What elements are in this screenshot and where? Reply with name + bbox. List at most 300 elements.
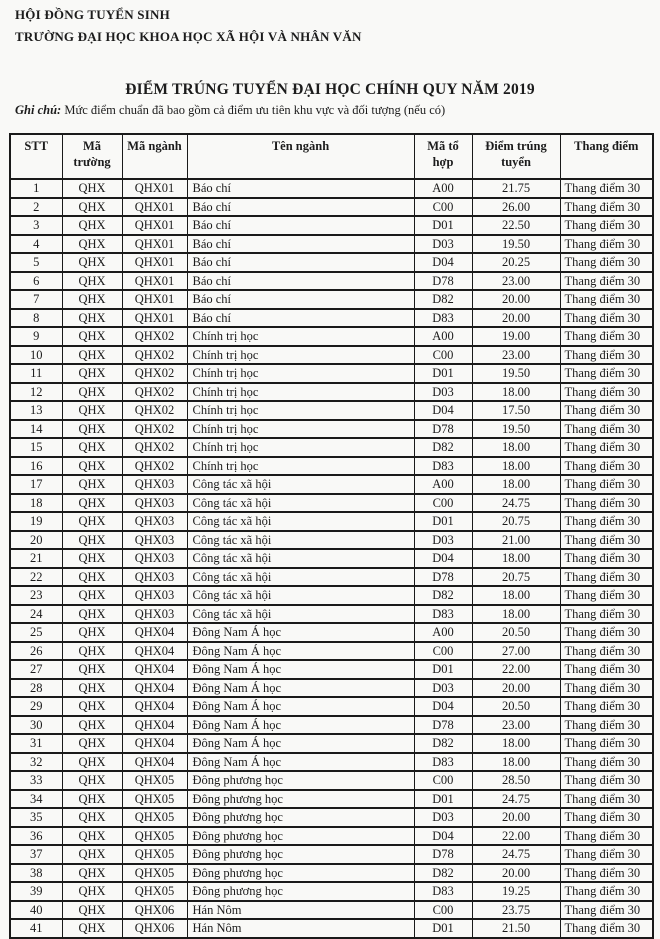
cell-ma-to-hop: D04 <box>414 697 472 716</box>
table-row <box>10 901 653 920</box>
col-header-ma-nganh: Mã ngành <box>122 134 187 179</box>
cell-diem-trung-tuyen: 18.00 <box>472 457 560 476</box>
cell-diem-trung-tuyen: 18.00 <box>472 438 560 457</box>
cell-ten-nganh: Đông phương học <box>187 808 414 827</box>
cell-ten-nganh: Đông phương học <box>187 771 414 790</box>
cell-diem-trung-tuyen: 23.00 <box>472 346 560 365</box>
table-body <box>10 179 653 938</box>
cell-thang-diem: Thang điểm 30 <box>560 309 653 328</box>
table-header-row <box>10 134 653 179</box>
cell-ma-to-hop: D83 <box>414 753 472 772</box>
cell-thang-diem: Thang điểm 30 <box>560 549 653 568</box>
table-row <box>10 771 653 790</box>
cell-thang-diem: Thang điểm 30 <box>560 734 653 753</box>
cell-ma-to-hop: D78 <box>414 716 472 735</box>
table-row <box>10 383 653 402</box>
cell-ma-truong: QHX <box>62 346 122 365</box>
note-line <box>15 102 660 118</box>
cell-ma-nganh: QHX02 <box>122 401 187 420</box>
cell-diem-trung-tuyen: 19.50 <box>472 420 560 439</box>
cell-ma-truong: QHX <box>62 253 122 272</box>
cell-ma-nganh: QHX01 <box>122 216 187 235</box>
cell-ma-truong: QHX <box>62 605 122 624</box>
cell-thang-diem: Thang điểm 30 <box>560 771 653 790</box>
cell-diem-trung-tuyen: 18.00 <box>472 475 560 494</box>
table-row <box>10 845 653 864</box>
cell-thang-diem: Thang điểm 30 <box>560 568 653 587</box>
cell-stt: 37 <box>10 845 62 864</box>
cell-ma-nganh: QHX02 <box>122 420 187 439</box>
cell-ten-nganh: Đông phương học <box>187 882 414 901</box>
cell-ma-to-hop: D01 <box>414 512 472 531</box>
cell-ma-to-hop: D03 <box>414 679 472 698</box>
cell-ten-nganh: Báo chí <box>187 290 414 309</box>
cell-ma-nganh: QHX02 <box>122 346 187 365</box>
cell-diem-trung-tuyen: 19.25 <box>472 882 560 901</box>
cell-ma-to-hop: A00 <box>414 475 472 494</box>
cell-thang-diem: Thang điểm 30 <box>560 827 653 846</box>
cell-ma-truong: QHX <box>62 494 122 513</box>
cell-stt: 8 <box>10 309 62 328</box>
cell-ma-nganh: QHX02 <box>122 364 187 383</box>
cell-ma-truong: QHX <box>62 549 122 568</box>
cell-ma-nganh: QHX03 <box>122 512 187 531</box>
cell-diem-trung-tuyen: 18.00 <box>472 734 560 753</box>
cell-thang-diem: Thang điểm 30 <box>560 753 653 772</box>
cell-ma-to-hop: D01 <box>414 660 472 679</box>
cell-thang-diem: Thang điểm 30 <box>560 790 653 809</box>
cell-ma-to-hop: D78 <box>414 568 472 587</box>
cell-ten-nganh: Đông Nam Á học <box>187 734 414 753</box>
table-row <box>10 549 653 568</box>
cell-ten-nganh: Đông phương học <box>187 827 414 846</box>
cell-ma-truong: QHX <box>62 642 122 661</box>
cell-thang-diem: Thang điểm 30 <box>560 494 653 513</box>
cell-ten-nganh: Đông Nam Á học <box>187 642 414 661</box>
cell-ten-nganh: Công tác xã hội <box>187 568 414 587</box>
cell-ma-nganh: QHX02 <box>122 457 187 476</box>
cell-thang-diem: Thang điểm 30 <box>560 290 653 309</box>
cell-stt: 2 <box>10 198 62 217</box>
cell-stt: 3 <box>10 216 62 235</box>
cell-ma-truong: QHX <box>62 679 122 698</box>
cell-ma-nganh: QHX05 <box>122 771 187 790</box>
cell-ma-nganh: QHX05 <box>122 845 187 864</box>
cell-diem-trung-tuyen: 28.50 <box>472 771 560 790</box>
cell-ma-truong: QHX <box>62 623 122 642</box>
cell-ten-nganh: Chính trị học <box>187 346 414 365</box>
cell-ma-truong: QHX <box>62 845 122 864</box>
cell-ma-nganh: QHX04 <box>122 660 187 679</box>
page-title: ĐIỂM TRÚNG TUYỂN ĐẠI HỌC CHÍNH QUY NĂM 2019 <box>125 81 535 98</box>
cell-ma-to-hop: D82 <box>414 734 472 753</box>
cell-thang-diem: Thang điểm 30 <box>560 253 653 272</box>
cell-ma-truong: QHX <box>62 697 122 716</box>
cell-ten-nganh: Chính trị học <box>187 438 414 457</box>
cell-ten-nganh: Chính trị học <box>187 364 414 383</box>
cell-stt: 13 <box>10 401 62 420</box>
cell-diem-trung-tuyen: 20.00 <box>472 864 560 883</box>
cell-ma-truong: QHX <box>62 882 122 901</box>
cell-ma-nganh: QHX05 <box>122 882 187 901</box>
cell-ma-nganh: QHX04 <box>122 623 187 642</box>
cell-ten-nganh: Chính trị học <box>187 327 414 346</box>
cell-stt: 11 <box>10 364 62 383</box>
cell-ma-nganh: QHX03 <box>122 586 187 605</box>
cell-ma-truong: QHX <box>62 383 122 402</box>
table-row <box>10 882 653 901</box>
cell-diem-trung-tuyen: 20.00 <box>472 309 560 328</box>
cell-ma-nganh: QHX02 <box>122 327 187 346</box>
cell-ma-to-hop: D78 <box>414 272 472 291</box>
cell-ma-truong: QHX <box>62 568 122 587</box>
table-row <box>10 216 653 235</box>
table-row <box>10 512 653 531</box>
table-row <box>10 494 653 513</box>
cell-thang-diem: Thang điểm 30 <box>560 901 653 920</box>
cell-diem-trung-tuyen: 23.00 <box>472 716 560 735</box>
cell-ma-truong: QHX <box>62 364 122 383</box>
cell-thang-diem: Thang điểm 30 <box>560 919 653 938</box>
cell-stt: 30 <box>10 716 62 735</box>
cell-ten-nganh: Hán Nôm <box>187 901 414 920</box>
table-row <box>10 919 653 938</box>
cell-ma-nganh: QHX06 <box>122 901 187 920</box>
cell-diem-trung-tuyen: 23.00 <box>472 272 560 291</box>
cell-diem-trung-tuyen: 20.00 <box>472 808 560 827</box>
cell-ma-truong: QHX <box>62 531 122 550</box>
cell-diem-trung-tuyen: 20.00 <box>472 679 560 698</box>
cell-thang-diem: Thang điểm 30 <box>560 216 653 235</box>
cell-ten-nganh: Chính trị học <box>187 420 414 439</box>
cell-ma-to-hop: D04 <box>414 549 472 568</box>
cell-ma-to-hop: D83 <box>414 882 472 901</box>
cell-ma-to-hop: A00 <box>414 179 472 198</box>
table-row <box>10 457 653 476</box>
cell-stt: 21 <box>10 549 62 568</box>
table-row <box>10 642 653 661</box>
cell-ma-truong: QHX <box>62 438 122 457</box>
cell-thang-diem: Thang điểm 30 <box>560 697 653 716</box>
cell-ma-nganh: QHX04 <box>122 642 187 661</box>
cell-ten-nganh: Đông phương học <box>187 790 414 809</box>
cell-ma-to-hop: D04 <box>414 401 472 420</box>
cell-ma-nganh: QHX04 <box>122 679 187 698</box>
cell-diem-trung-tuyen: 18.00 <box>472 549 560 568</box>
cell-thang-diem: Thang điểm 30 <box>560 457 653 476</box>
cell-stt: 4 <box>10 235 62 254</box>
cell-stt: 34 <box>10 790 62 809</box>
cell-stt: 41 <box>10 919 62 938</box>
cell-diem-trung-tuyen: 21.75 <box>472 179 560 198</box>
cell-thang-diem: Thang điểm 30 <box>560 808 653 827</box>
cell-ma-to-hop: D03 <box>414 808 472 827</box>
cell-ten-nganh: Đông phương học <box>187 864 414 883</box>
cell-ten-nganh: Hán Nôm <box>187 919 414 938</box>
cell-diem-trung-tuyen: 22.50 <box>472 216 560 235</box>
cell-ma-truong: QHX <box>62 198 122 217</box>
cell-thang-diem: Thang điểm 30 <box>560 438 653 457</box>
cell-stt: 39 <box>10 882 62 901</box>
cell-ma-to-hop: D03 <box>414 383 472 402</box>
table-row <box>10 697 653 716</box>
cell-ten-nganh: Báo chí <box>187 235 414 254</box>
cell-ten-nganh: Đông Nam Á học <box>187 679 414 698</box>
cell-ma-nganh: QHX05 <box>122 808 187 827</box>
cell-diem-trung-tuyen: 20.50 <box>472 623 560 642</box>
cell-stt: 23 <box>10 586 62 605</box>
col-header-ma-to-hop: Mã tổ hợp <box>414 134 472 179</box>
cell-stt: 9 <box>10 327 62 346</box>
cell-stt: 32 <box>10 753 62 772</box>
cell-ma-nganh: QHX05 <box>122 864 187 883</box>
table-row <box>10 309 653 328</box>
cell-ma-nganh: QHX02 <box>122 383 187 402</box>
cell-stt: 12 <box>10 383 62 402</box>
cell-ma-to-hop: C00 <box>414 901 472 920</box>
table-row <box>10 605 653 624</box>
cell-ma-to-hop: D03 <box>414 235 472 254</box>
cell-ten-nganh: Công tác xã hội <box>187 512 414 531</box>
cell-ten-nganh: Đông Nam Á học <box>187 660 414 679</box>
note-text: Mức điểm chuẩn đã bao gồm cả điểm ưu tiên khu vực và đối tượng (nếu có) <box>64 103 446 117</box>
cell-thang-diem: Thang điểm 30 <box>560 882 653 901</box>
cell-ma-to-hop: A00 <box>414 623 472 642</box>
note-label: Ghi chú: <box>15 103 62 117</box>
cell-stt: 19 <box>10 512 62 531</box>
cell-stt: 14 <box>10 420 62 439</box>
cell-ten-nganh: Chính trị học <box>187 457 414 476</box>
cell-ten-nganh: Báo chí <box>187 216 414 235</box>
cell-thang-diem: Thang điểm 30 <box>560 272 653 291</box>
table-row <box>10 568 653 587</box>
cell-ma-to-hop: D04 <box>414 253 472 272</box>
cell-ma-truong: QHX <box>62 290 122 309</box>
table-row <box>10 253 653 272</box>
table-row <box>10 290 653 309</box>
cell-diem-trung-tuyen: 20.75 <box>472 512 560 531</box>
cell-stt: 25 <box>10 623 62 642</box>
table-row <box>10 235 653 254</box>
cell-ten-nganh: Công tác xã hội <box>187 494 414 513</box>
table-row <box>10 660 653 679</box>
cell-ma-truong: QHX <box>62 327 122 346</box>
cell-thang-diem: Thang điểm 30 <box>560 845 653 864</box>
cell-thang-diem: Thang điểm 30 <box>560 679 653 698</box>
cell-diem-trung-tuyen: 21.00 <box>472 531 560 550</box>
cell-ma-to-hop: D82 <box>414 438 472 457</box>
cell-stt: 10 <box>10 346 62 365</box>
cell-stt: 36 <box>10 827 62 846</box>
cell-ma-nganh: QHX01 <box>122 272 187 291</box>
col-header-ten-nganh: Tên ngành <box>187 134 414 179</box>
cell-thang-diem: Thang điểm 30 <box>560 198 653 217</box>
cell-ma-to-hop: D01 <box>414 790 472 809</box>
cell-ma-nganh: QHX04 <box>122 753 187 772</box>
cell-stt: 22 <box>10 568 62 587</box>
cell-diem-trung-tuyen: 23.75 <box>472 901 560 920</box>
cell-ten-nganh: Công tác xã hội <box>187 605 414 624</box>
cell-stt: 40 <box>10 901 62 920</box>
cell-ma-truong: QHX <box>62 864 122 883</box>
cell-ma-to-hop: C00 <box>414 346 472 365</box>
cell-ma-to-hop: D83 <box>414 457 472 476</box>
cell-ma-to-hop: D01 <box>414 216 472 235</box>
cell-ma-nganh: QHX03 <box>122 605 187 624</box>
cell-stt: 20 <box>10 531 62 550</box>
col-header-thang-diem: Thang điểm <box>560 134 653 179</box>
cell-ma-truong: QHX <box>62 272 122 291</box>
cell-ten-nganh: Công tác xã hội <box>187 531 414 550</box>
cell-ma-nganh: QHX02 <box>122 438 187 457</box>
cell-diem-trung-tuyen: 20.25 <box>472 253 560 272</box>
cell-thang-diem: Thang điểm 30 <box>560 864 653 883</box>
cell-thang-diem: Thang điểm 30 <box>560 586 653 605</box>
cell-ma-nganh: QHX06 <box>122 919 187 938</box>
cell-thang-diem: Thang điểm 30 <box>560 605 653 624</box>
cell-ma-nganh: QHX05 <box>122 790 187 809</box>
cell-stt: 6 <box>10 272 62 291</box>
cell-ma-truong: QHX <box>62 660 122 679</box>
cell-diem-trung-tuyen: 22.00 <box>472 827 560 846</box>
cell-ma-truong: QHX <box>62 475 122 494</box>
cell-stt: 31 <box>10 734 62 753</box>
cell-diem-trung-tuyen: 19.50 <box>472 235 560 254</box>
cell-stt: 16 <box>10 457 62 476</box>
cell-ma-truong: QHX <box>62 790 122 809</box>
cell-stt: 7 <box>10 290 62 309</box>
cell-ma-truong: QHX <box>62 457 122 476</box>
cell-ma-to-hop: D01 <box>414 919 472 938</box>
cell-stt: 1 <box>10 179 62 198</box>
cell-ma-nganh: QHX04 <box>122 716 187 735</box>
table-row <box>10 808 653 827</box>
cell-stt: 35 <box>10 808 62 827</box>
cell-thang-diem: Thang điểm 30 <box>560 346 653 365</box>
cell-diem-trung-tuyen: 20.50 <box>472 697 560 716</box>
cell-ma-nganh: QHX03 <box>122 475 187 494</box>
cell-diem-trung-tuyen: 27.00 <box>472 642 560 661</box>
cell-ten-nganh: Báo chí <box>187 272 414 291</box>
cell-diem-trung-tuyen: 19.50 <box>472 364 560 383</box>
cell-ten-nganh: Công tác xã hội <box>187 586 414 605</box>
cell-ma-truong: QHX <box>62 753 122 772</box>
cell-ma-nganh: QHX01 <box>122 235 187 254</box>
cell-stt: 27 <box>10 660 62 679</box>
cell-thang-diem: Thang điểm 30 <box>560 716 653 735</box>
cell-ten-nganh: Đông Nam Á học <box>187 716 414 735</box>
table-row <box>10 364 653 383</box>
cell-ten-nganh: Công tác xã hội <box>187 475 414 494</box>
col-header-diem-trung-tuyen: Điểm trúng tuyển <box>472 134 560 179</box>
cell-thang-diem: Thang điểm 30 <box>560 235 653 254</box>
cell-ma-nganh: QHX04 <box>122 697 187 716</box>
cell-ten-nganh: Chính trị học <box>187 401 414 420</box>
issuer-university: TRƯỜNG ĐẠI HỌC KHOA HỌC XÃ HỘI VÀ NHÂN VĂN <box>15 29 362 44</box>
cell-thang-diem: Thang điểm 30 <box>560 512 653 531</box>
cell-stt: 33 <box>10 771 62 790</box>
table-row <box>10 346 653 365</box>
cell-diem-trung-tuyen: 18.00 <box>472 383 560 402</box>
cell-thang-diem: Thang điểm 30 <box>560 531 653 550</box>
cell-diem-trung-tuyen: 18.00 <box>472 605 560 624</box>
col-header-ma-truong: Mã trường <box>62 134 122 179</box>
cell-ten-nganh: Công tác xã hội <box>187 549 414 568</box>
cell-ma-truong: QHX <box>62 179 122 198</box>
cell-ten-nganh: Đông Nam Á học <box>187 753 414 772</box>
cell-ma-truong: QHX <box>62 512 122 531</box>
cell-ma-to-hop: D82 <box>414 586 472 605</box>
cell-ma-to-hop: D82 <box>414 290 472 309</box>
cell-ma-nganh: QHX01 <box>122 198 187 217</box>
cell-diem-trung-tuyen: 19.00 <box>472 327 560 346</box>
cell-ma-truong: QHX <box>62 919 122 938</box>
cell-diem-trung-tuyen: 24.75 <box>472 790 560 809</box>
cell-ma-truong: QHX <box>62 808 122 827</box>
table-row <box>10 716 653 735</box>
cell-ma-truong: QHX <box>62 401 122 420</box>
cell-stt: 38 <box>10 864 62 883</box>
cell-stt: 24 <box>10 605 62 624</box>
table-row <box>10 790 653 809</box>
cell-ma-nganh: QHX01 <box>122 179 187 198</box>
cell-ma-nganh: QHX01 <box>122 309 187 328</box>
cell-stt: 15 <box>10 438 62 457</box>
cell-ma-nganh: QHX03 <box>122 494 187 513</box>
cell-ma-truong: QHX <box>62 235 122 254</box>
cell-diem-trung-tuyen: 18.00 <box>472 753 560 772</box>
cell-ma-to-hop: D82 <box>414 864 472 883</box>
cell-ma-to-hop: C00 <box>414 771 472 790</box>
cell-ma-nganh: QHX01 <box>122 253 187 272</box>
cell-diem-trung-tuyen: 20.75 <box>472 568 560 587</box>
table-row <box>10 753 653 772</box>
cell-diem-trung-tuyen: 18.00 <box>472 586 560 605</box>
table-row <box>10 475 653 494</box>
cell-diem-trung-tuyen: 26.00 <box>472 198 560 217</box>
cell-thang-diem: Thang điểm 30 <box>560 420 653 439</box>
cell-ma-nganh: QHX03 <box>122 549 187 568</box>
cell-ma-to-hop: D01 <box>414 364 472 383</box>
table-row <box>10 679 653 698</box>
cell-thang-diem: Thang điểm 30 <box>560 401 653 420</box>
admission-scores-table <box>9 133 654 939</box>
table-row <box>10 864 653 883</box>
cell-ten-nganh: Đông Nam Á học <box>187 623 414 642</box>
cell-ma-nganh: QHX01 <box>122 290 187 309</box>
cell-ten-nganh: Báo chí <box>187 309 414 328</box>
cell-ma-nganh: QHX03 <box>122 531 187 550</box>
col-header-stt: STT <box>10 134 62 179</box>
cell-ten-nganh: Báo chí <box>187 179 414 198</box>
table-header <box>10 134 653 179</box>
cell-ten-nganh: Báo chí <box>187 253 414 272</box>
cell-ma-nganh: QHX04 <box>122 734 187 753</box>
cell-diem-trung-tuyen: 20.00 <box>472 290 560 309</box>
cell-ma-to-hop: D78 <box>414 420 472 439</box>
cell-stt: 17 <box>10 475 62 494</box>
table-row <box>10 401 653 420</box>
cell-thang-diem: Thang điểm 30 <box>560 364 653 383</box>
cell-ma-to-hop: D04 <box>414 827 472 846</box>
cell-ma-to-hop: A00 <box>414 327 472 346</box>
cell-ma-nganh: QHX03 <box>122 568 187 587</box>
cell-diem-trung-tuyen: 24.75 <box>472 494 560 513</box>
cell-ma-to-hop: D78 <box>414 845 472 864</box>
cell-ma-truong: QHX <box>62 309 122 328</box>
table-row <box>10 623 653 642</box>
cell-ma-truong: QHX <box>62 716 122 735</box>
